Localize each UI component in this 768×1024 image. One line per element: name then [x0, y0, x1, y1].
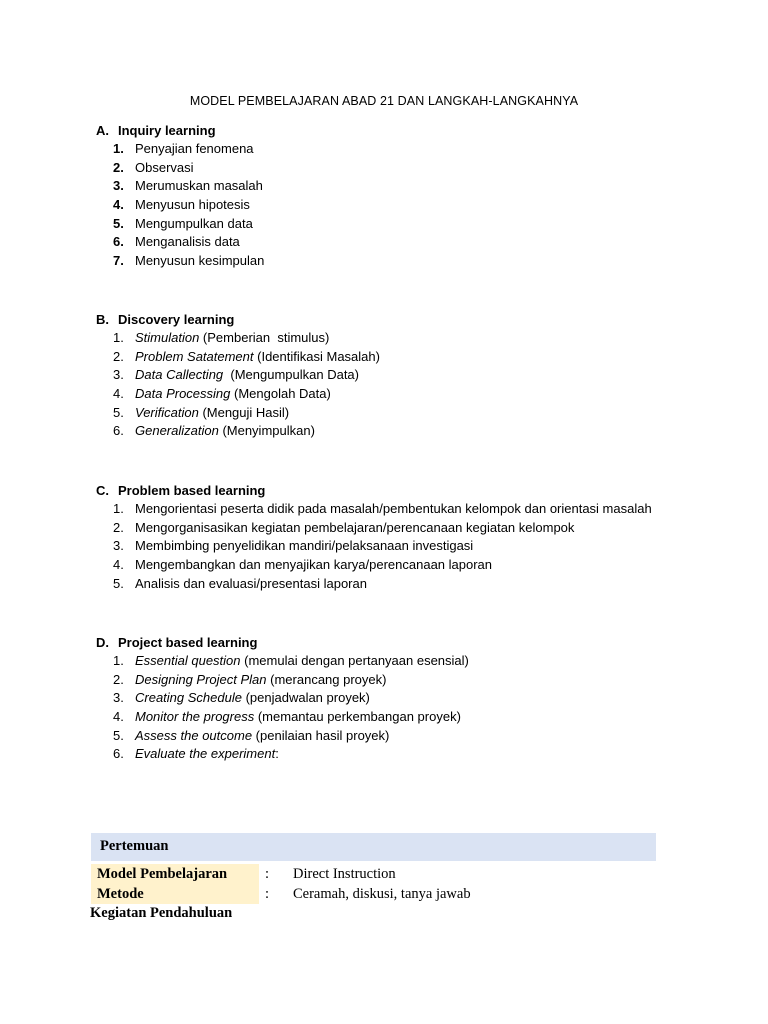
item-number: 4. — [113, 386, 124, 402]
section-letter: C. — [96, 483, 109, 498]
row-key: Metode — [91, 884, 259, 904]
list-item — [96, 196, 716, 215]
list-item — [96, 215, 716, 234]
section-letter: D. — [96, 635, 109, 650]
item-number: 2. — [113, 519, 124, 535]
item-term: Generalization — [135, 423, 219, 439]
step-list — [96, 652, 716, 764]
item-number: 4. — [113, 709, 124, 725]
list-item — [96, 366, 716, 385]
section-letter: B. — [96, 312, 109, 327]
list-item — [96, 745, 716, 764]
item-number: 5. — [113, 215, 124, 231]
item-number: 2. — [113, 671, 124, 687]
item-number: 5. — [113, 575, 124, 591]
list-item — [96, 422, 716, 441]
item-number: 3. — [113, 690, 124, 706]
item-number: 1. — [113, 501, 124, 516]
section-title: Problem based learning — [118, 483, 266, 498]
item-number: 3. — [113, 178, 124, 194]
item-term: Creating Schedule — [135, 690, 242, 706]
item-number: 2. — [113, 159, 124, 175]
item-term: Designing Project Plan — [135, 671, 267, 687]
step-list — [96, 140, 716, 271]
section-heading — [96, 121, 716, 140]
section-inquiry-learning — [96, 121, 716, 271]
item-number: 6. — [113, 234, 124, 250]
item-text: Penyajian fenomena — [135, 141, 254, 156]
row-colon: : — [265, 886, 270, 902]
item-number: 6. — [113, 746, 124, 762]
row-key: Model Pembelajaran — [91, 864, 259, 884]
section-heading — [96, 633, 716, 652]
item-text: : — [275, 746, 279, 762]
item-number: 7. — [113, 253, 124, 269]
item-text: (merancang proyek) — [266, 671, 387, 687]
item-number: 5. — [113, 727, 124, 743]
item-text: Mengumpulkan data — [135, 215, 253, 231]
item-term: Data Processing — [135, 386, 231, 402]
item-number: 3. — [113, 538, 124, 554]
list-item — [96, 233, 716, 252]
section-title: Project based learning — [118, 635, 258, 650]
item-number: 5. — [113, 404, 124, 420]
list-item — [96, 727, 716, 746]
section-heading — [96, 481, 716, 500]
item-number: 2. — [113, 348, 124, 364]
item-term: Stimulation — [135, 330, 200, 345]
item-text: (Pemberian stimulus) — [199, 330, 330, 345]
item-text: Menyusun kesimpulan — [135, 253, 265, 269]
item-text: (memantau perkembangan proyek) — [254, 709, 461, 725]
item-number: 1. — [113, 141, 124, 156]
item-text: Observasi — [135, 159, 194, 175]
list-item — [96, 708, 716, 727]
item-text: (memulai dengan pertanyaan esensial) — [240, 653, 469, 668]
list-item — [96, 537, 716, 556]
section-discovery-learning — [96, 310, 716, 441]
section-letter: A. — [96, 123, 109, 138]
list-item — [96, 575, 716, 594]
item-text: Mengorientasi peserta didik pada masalah/pembentukan kelompok dan orientasi masalah — [135, 501, 652, 516]
list-item — [96, 252, 716, 271]
list-item — [96, 404, 716, 423]
item-text: Membimbing penyelidikan mandiri/pelaksanaan investigasi — [135, 538, 474, 554]
item-number: 6. — [113, 423, 124, 439]
item-text: (Mengolah Data) — [230, 386, 331, 402]
item-number: 1. — [113, 653, 124, 668]
list-item — [96, 329, 716, 348]
metode-row — [91, 884, 691, 904]
section-title: Inquiry learning — [118, 123, 216, 138]
item-text: Merumuskan masalah — [135, 178, 263, 194]
item-number: 1. — [113, 330, 124, 345]
list-item — [96, 519, 716, 538]
item-text: (Menyimpulkan) — [218, 423, 315, 439]
list-item — [96, 500, 716, 519]
list-item — [96, 140, 716, 159]
item-text: (Identifikasi Masalah) — [253, 348, 380, 364]
item-number: 4. — [113, 557, 124, 573]
model-pembelajaran-row — [91, 864, 691, 884]
section-heading — [96, 310, 716, 329]
item-text: (penilaian hasil proyek) — [252, 727, 390, 743]
step-list — [96, 500, 716, 593]
item-term: Monitor the progress — [135, 709, 255, 725]
section-title: Discovery learning — [118, 312, 235, 327]
item-term: Verification — [135, 404, 199, 420]
item-term: Problem Satatement — [135, 348, 254, 364]
item-text: Mengorganisasikan kegiatan pembelajaran/perencanaan kegiatan kelompok — [135, 519, 575, 535]
step-list — [96, 329, 716, 441]
section-problem-based-learning — [96, 481, 716, 593]
item-text: (Menguji Hasil) — [198, 404, 290, 420]
list-item — [96, 689, 716, 708]
row-value: Direct Instruction — [293, 866, 396, 882]
list-item — [96, 177, 716, 196]
item-term: Data Callecting — [135, 367, 224, 383]
item-text: Menganalisis data — [135, 234, 240, 250]
item-text: (penjadwalan proyek) — [241, 690, 370, 706]
item-number: 3. — [113, 367, 124, 383]
item-term: Assess the outcome — [135, 727, 253, 743]
list-item — [96, 671, 716, 690]
item-text: (Mengumpulkan Data) — [223, 367, 359, 383]
item-term: Evaluate the experiment — [135, 746, 276, 762]
row-value: Ceramah, diskusi, tanya jawab — [293, 886, 471, 902]
item-number: 4. — [113, 197, 124, 213]
item-text: Analisis dan evaluasi/presentasi laporan — [135, 575, 367, 591]
kegiatan-heading: Kegiatan Pendahuluan — [90, 905, 233, 921]
list-item — [96, 348, 716, 367]
list-item — [96, 159, 716, 178]
document-title: MODEL PEMBELAJARAN ABAD 21 DAN LANGKAH-LANGKAHNYA — [189, 94, 579, 108]
list-item — [96, 385, 716, 404]
item-text: Menyusun hipotesis — [135, 197, 250, 213]
list-item — [96, 652, 716, 671]
item-term: Essential question — [135, 653, 241, 668]
row-colon: : — [265, 866, 270, 882]
section-project-based-learning — [96, 633, 716, 764]
pertemuan-label: Pertemuan — [100, 838, 169, 854]
list-item — [96, 556, 716, 575]
pertemuan-header — [91, 833, 656, 861]
item-text: Mengembangkan dan menyajikan karya/perencanaan laporan — [135, 557, 493, 573]
